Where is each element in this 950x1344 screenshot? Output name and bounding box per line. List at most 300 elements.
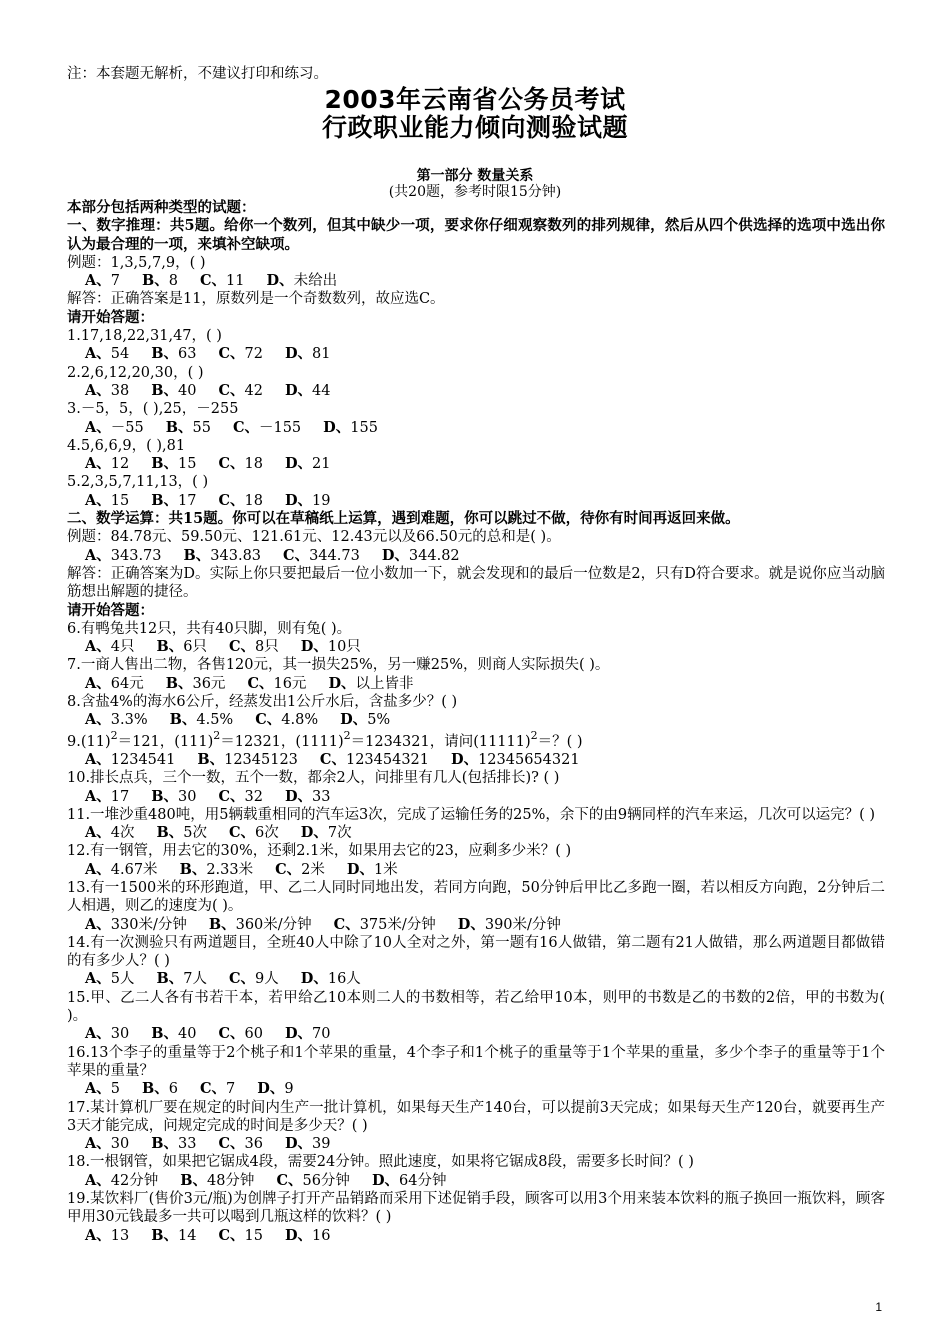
- question-text: 4.5,6,6,9，( ),81: [67, 437, 186, 454]
- option: [285, 345, 331, 363]
- option: [372, 1172, 447, 1190]
- question-options: [67, 861, 885, 879]
- option-letter: B、: [151, 381, 178, 399]
- q9-part: ＝121，(111): [117, 733, 214, 750]
- option: [451, 751, 580, 769]
- option: [229, 970, 279, 988]
- option: [180, 861, 254, 879]
- option-value: 40: [177, 1026, 197, 1043]
- option-letter: B、: [180, 1171, 207, 1189]
- option: [267, 272, 338, 290]
- option: [218, 345, 263, 363]
- option-value: 375米/分钟: [359, 916, 436, 933]
- option-letter: A、: [85, 915, 111, 933]
- note-text: 注：本套题无解析，不建议打印和练习。: [67, 66, 328, 82]
- option: [285, 382, 331, 400]
- option-letter: D、: [284, 787, 313, 805]
- option-letter: C、: [200, 272, 227, 290]
- option-value: 13: [110, 1227, 130, 1244]
- option-value: 4只: [110, 639, 135, 656]
- option-letter: D、: [323, 418, 351, 436]
- option: [151, 1025, 196, 1043]
- option-letter: C、: [229, 970, 256, 988]
- option-value: 8: [168, 273, 178, 290]
- option-letter: A、: [85, 1171, 111, 1189]
- option-value: 10只: [327, 639, 361, 656]
- question-text: 7.一商人售出二物，各售120元，其一损失25%，另一赚25%，则商人实际损失( )。: [67, 657, 610, 674]
- option: [151, 492, 196, 510]
- option-letter: C、: [218, 491, 245, 509]
- option-letter: D、: [300, 970, 328, 988]
- option-letter: C、: [218, 455, 245, 473]
- example1-options: [67, 272, 885, 290]
- section2-description: 二、数学运算：共15题。你可以在草稿纸上运算，遇到难题，你可以跳过不做，待你有时间再返回来做。: [67, 510, 740, 528]
- question-text: 12.有一钢管，用去它的30%，还剩2.1米，如果用去它的23，应剩多少米？( ): [67, 843, 572, 860]
- option: [285, 455, 331, 473]
- option-letter: D、: [284, 345, 313, 363]
- option-letter: A、: [85, 1226, 111, 1244]
- option-letter: A、: [85, 674, 111, 692]
- option-value: 36元: [192, 675, 226, 692]
- option-letter: C、: [247, 674, 274, 692]
- option: [85, 1172, 158, 1190]
- part-subtitle: (共20题，参考时限15分钟): [388, 184, 562, 200]
- option: [85, 1025, 129, 1043]
- option: [285, 1227, 331, 1245]
- option-letter: D、: [266, 272, 294, 290]
- option-letter: C、: [218, 381, 245, 399]
- option-letter: B、: [169, 711, 197, 729]
- option: [340, 711, 390, 729]
- option-value: 3.3%: [110, 712, 148, 729]
- option-value: 40: [177, 382, 197, 399]
- option: [180, 1172, 254, 1190]
- option-letter: A、: [85, 970, 111, 988]
- questions-group-c: [67, 769, 885, 1245]
- option-letter: D、: [328, 674, 356, 692]
- option: [334, 916, 436, 934]
- option: [285, 492, 331, 510]
- option-value: 33: [312, 788, 331, 805]
- option-letter: D、: [284, 491, 313, 509]
- question-9: [67, 728, 885, 751]
- option: [85, 382, 129, 400]
- example1-answer: 解答：正确答案是11，原数列是一个奇数数列，故应选C。: [67, 291, 445, 308]
- option: [157, 824, 208, 842]
- option-letter: C、: [333, 915, 360, 933]
- q9-part: ＝？( ): [537, 733, 583, 750]
- option: [247, 675, 306, 693]
- option-value: －55: [110, 419, 144, 436]
- example2-answer: 解答：正确答案为D。实际上你只要把最后一位小数加一下，就会发现和的最后一位数是2，只有D符合要求。就是说你应当动脑筋想出解题的捷径。: [67, 565, 885, 601]
- option-value: 63: [177, 346, 197, 363]
- option-value: 12345654321: [478, 751, 580, 768]
- option-letter: D、: [284, 1135, 313, 1153]
- option-letter: C、: [218, 1226, 245, 1244]
- option-value: 1米: [373, 861, 398, 878]
- option-value: 12: [110, 456, 130, 473]
- option: [85, 916, 187, 934]
- example2-options: [67, 547, 885, 565]
- option-value: 1234541: [110, 751, 176, 768]
- option-letter: A、: [85, 345, 111, 363]
- option-letter: D、: [284, 381, 313, 399]
- page-number: 1: [875, 1300, 882, 1314]
- option: [218, 1135, 263, 1153]
- option-value: 64分钟: [399, 1172, 447, 1189]
- question-text: 15.甲、乙二人各有书若干本，若甲给乙10本则二人的书数相等，若乙给甲10本，则甲的书数是乙的书数的2倍，甲的书数为( )。: [67, 989, 885, 1025]
- option: [218, 492, 263, 510]
- option-letter: A、: [85, 455, 111, 473]
- option-value: 15: [244, 1227, 263, 1244]
- option-value: 21: [312, 456, 331, 473]
- option-value: 15: [177, 456, 197, 473]
- option-letter: B、: [165, 674, 193, 692]
- option: [85, 824, 135, 842]
- option-letter: B、: [151, 345, 178, 363]
- question-options: [67, 1025, 885, 1043]
- option-value: 6次: [255, 825, 279, 842]
- option: [85, 1135, 129, 1153]
- option: [170, 711, 234, 729]
- option-letter: A、: [85, 787, 111, 805]
- option-value: 11: [226, 273, 245, 290]
- option-value: 48分钟: [206, 1172, 255, 1189]
- title-line-1: 2003年云南省公务员考试: [324, 85, 626, 114]
- question-text: 2.2,6,12,20,30，( ): [67, 364, 204, 381]
- option-value: 70: [312, 1026, 331, 1043]
- option-value: 6只: [183, 639, 207, 656]
- option-letter: C、: [200, 1080, 227, 1098]
- option: [200, 1080, 235, 1098]
- option-letter: B、: [142, 272, 169, 290]
- option: [276, 1172, 350, 1190]
- question-body: [67, 199, 885, 1245]
- question-options: [67, 711, 885, 729]
- question-text: 5.2,3,5,7,11,13，( ): [67, 474, 209, 491]
- option-letter: D、: [300, 824, 328, 842]
- option: [85, 419, 144, 437]
- option-value: 4.5%: [196, 712, 234, 729]
- option: [301, 970, 361, 988]
- option-value: 19: [312, 492, 331, 509]
- option-value: 17: [110, 788, 130, 805]
- option-value: 33: [177, 1136, 197, 1153]
- example2-question: 例题：84.78元、59.50元、121.61元、12.43元以及66.50元的总和是( )。: [67, 529, 561, 546]
- option-value: 2米: [301, 861, 325, 878]
- option: [458, 916, 561, 934]
- option: [218, 788, 263, 806]
- question-text: 17.某计算机厂要在规定的时间内生产一批计算机，如果每天生产140台，可以提前3天完成；如果每天生产120台，就要再生产3天才能完成，问规定完成的时间是多少天？( ): [67, 1099, 885, 1134]
- option-value: 330米/分钟: [110, 916, 187, 933]
- option-letter: C、: [319, 750, 346, 768]
- option: [166, 419, 211, 437]
- q9-part: 9.(11): [67, 733, 111, 750]
- option: [218, 1227, 263, 1245]
- option: [257, 1080, 293, 1098]
- option-value: 343.73: [110, 547, 162, 564]
- option-letter: D、: [381, 546, 409, 564]
- option-value: 55: [192, 419, 211, 436]
- option-value: 未给出: [293, 273, 338, 290]
- question-options: [67, 455, 885, 473]
- option-letter: A、: [85, 546, 111, 564]
- option-value: 64元: [110, 675, 144, 692]
- option-value: 36: [244, 1136, 263, 1153]
- question-options: [67, 970, 885, 988]
- option-value: 5: [110, 1081, 120, 1098]
- option-value: 4.67米: [110, 861, 158, 878]
- option: [285, 1025, 331, 1043]
- option-value: 12345123: [224, 751, 298, 768]
- option: [85, 1080, 120, 1098]
- option-letter: D、: [284, 1025, 313, 1043]
- q9-options: [67, 751, 885, 769]
- option-letter: B、: [165, 418, 193, 436]
- question-options: [67, 638, 885, 656]
- option-letter: B、: [151, 455, 178, 473]
- option: [85, 751, 175, 769]
- option-letter: C、: [229, 638, 256, 656]
- option: [285, 788, 331, 806]
- question-options: [67, 675, 885, 693]
- option-letter: A、: [85, 1080, 111, 1098]
- option-letter: B、: [208, 915, 236, 933]
- option-value: 60: [244, 1026, 263, 1043]
- option-letter: B、: [156, 638, 184, 656]
- option-letter: B、: [151, 491, 178, 509]
- option: [85, 455, 129, 473]
- option-value: 343.83: [210, 547, 262, 564]
- option-letter: A、: [85, 638, 111, 656]
- option-letter: C、: [218, 345, 245, 363]
- question-text: 19.某饮料厂(售价3元/瓶)为创牌子打开产品销路而采用下述促销手段，顾客可以用3个用来装本饮料的瓶子换回一瓶饮料，顾客甲用30元钱最多一共可以喝到几瓶这样的饮料？( ): [67, 1191, 885, 1226]
- option: [157, 970, 208, 988]
- option-value: 30: [110, 1026, 130, 1043]
- option-letter: C、: [229, 824, 256, 842]
- option-value: 5人: [110, 971, 135, 988]
- option: [382, 547, 460, 565]
- option: [142, 1080, 178, 1098]
- option-value: 16元: [273, 675, 307, 692]
- option: [218, 455, 263, 473]
- option-letter: A、: [85, 824, 111, 842]
- option-letter: D、: [257, 1080, 285, 1098]
- option: [85, 1227, 129, 1245]
- option: [255, 711, 318, 729]
- option-letter: C、: [232, 418, 259, 436]
- option-value: 30: [110, 1136, 130, 1153]
- option-value: 7次: [327, 825, 352, 842]
- option: [85, 547, 162, 565]
- option-value: 7: [226, 1081, 236, 1098]
- questions-group-b: [67, 620, 885, 730]
- option: [85, 675, 144, 693]
- option-letter: C、: [218, 1135, 245, 1153]
- option-letter: D、: [284, 1226, 313, 1244]
- option: [347, 861, 398, 879]
- option-letter: C、: [218, 1025, 245, 1043]
- option-letter: A、: [85, 418, 111, 436]
- option: [301, 638, 361, 656]
- option-value: 42: [244, 382, 263, 399]
- questions-group-a: [67, 327, 885, 510]
- option: [218, 1025, 263, 1043]
- option-value: 39: [312, 1136, 331, 1153]
- question-text: 6.有鸭兔共12只，共有40只脚，则有兔( )。: [67, 620, 352, 637]
- option: [85, 788, 129, 806]
- option: [85, 272, 120, 290]
- option-value: 44: [312, 382, 331, 399]
- option-letter: B、: [151, 787, 178, 805]
- question-options: [67, 345, 885, 363]
- question-options: [67, 419, 885, 437]
- option-value: 72: [244, 346, 263, 363]
- option-letter: D、: [371, 1171, 400, 1189]
- q9-exponent: 2: [530, 728, 538, 742]
- option-letter: C、: [283, 546, 310, 564]
- start-prompt-2: 请开始答题：: [67, 601, 154, 619]
- option: [209, 916, 312, 934]
- option-value: 123454321: [345, 751, 429, 768]
- question-options: [67, 492, 885, 510]
- option: [275, 861, 325, 879]
- option-value: 7: [110, 273, 120, 290]
- option-value: 2.33米: [206, 861, 254, 878]
- example1-question: 例题：1,3,5,7,9，( ): [67, 254, 206, 271]
- option-value: 5%: [367, 712, 391, 729]
- question-options: [67, 1135, 885, 1153]
- option: [85, 970, 135, 988]
- option-letter: B、: [151, 1135, 178, 1153]
- option-value: 344.73: [309, 547, 360, 564]
- intro: 本部分包括两种类型的试题：: [67, 199, 256, 216]
- option-letter: C、: [276, 1171, 303, 1189]
- option-value: 4.8%: [281, 712, 319, 729]
- option-letter: A、: [85, 860, 111, 878]
- option: [142, 272, 178, 290]
- option-value: 以上皆非: [355, 675, 414, 692]
- question-options: [67, 382, 885, 400]
- option: [151, 1135, 196, 1153]
- option-letter: B、: [156, 970, 184, 988]
- option-letter: C、: [255, 711, 282, 729]
- option-letter: B、: [183, 546, 211, 564]
- question-text: 18.一根钢管，如果把它锯成4段，需要24分钟。照此速度，如果将它锯成8段，需要多长时间？( ): [67, 1154, 694, 1171]
- question-text: 13.有一1500米的环形跑道，甲、乙二人同时同地出发，若同方向跑，50分钟后甲比乙多跑一圈，若以相反方向跑，2分钟后二人相遇，则乙的速度为( )。: [67, 879, 885, 915]
- option: [151, 345, 196, 363]
- question-text: 8.含盐4%的海水6公斤，经蒸发出1公斤水后，含盐多少？( ): [67, 694, 458, 711]
- option-value: 16人: [327, 971, 361, 988]
- question-text: 10.排长点兵，三个一数，五个一数，都余2人，问排里有几人(包括排长)? ( ): [67, 770, 560, 787]
- q9-part: ＝12321，(1111): [220, 733, 344, 750]
- option-letter: B、: [156, 824, 184, 842]
- option-letter: A、: [85, 711, 111, 729]
- option-letter: A、: [85, 491, 111, 509]
- q9-exponent: 2: [343, 728, 351, 742]
- section1-description: 一、数字推理：共5题。给你一个数列，但其中缺少一项，要求你仔细观察数列的排列规律，然后从四个供选择的选项中选出你认为最合理的一项，来填补空缺项。: [67, 217, 885, 253]
- option-value: 6: [168, 1081, 178, 1098]
- option-letter: A、: [85, 272, 111, 290]
- option-value: 8只: [255, 639, 279, 656]
- question-options: [67, 824, 885, 842]
- option: [151, 455, 196, 473]
- part-title: 第一部分 数量关系: [416, 168, 534, 184]
- option: [85, 345, 129, 363]
- option-letter: B、: [151, 1226, 178, 1244]
- option: [233, 419, 301, 437]
- option-value: 32: [244, 788, 263, 805]
- option-letter: A、: [85, 750, 111, 768]
- title-line-2: 行政职业能力倾向测验试题: [321, 113, 628, 142]
- option: [85, 638, 135, 656]
- option-value: 15: [110, 492, 130, 509]
- option-letter: B、: [179, 860, 207, 878]
- option: [323, 419, 378, 437]
- option: [166, 675, 226, 693]
- option: [229, 824, 279, 842]
- option-value: 54: [110, 346, 130, 363]
- option-value: 390米/分钟: [484, 916, 561, 933]
- option: [85, 861, 158, 879]
- q9-part: ＝1234321，请问(11111): [350, 733, 531, 750]
- question-options: [67, 1080, 885, 1098]
- option: [151, 788, 196, 806]
- option: [151, 1227, 196, 1245]
- option-value: 155: [350, 419, 378, 436]
- option: [200, 272, 245, 290]
- option: [285, 1135, 331, 1153]
- option-value: 9: [284, 1081, 294, 1098]
- option-letter: D、: [451, 750, 479, 768]
- option-letter: C、: [275, 860, 302, 878]
- question-options: [67, 788, 885, 806]
- option-value: 81: [312, 346, 331, 363]
- q9-exponent: 2: [213, 728, 221, 742]
- option: [301, 824, 352, 842]
- option: [85, 492, 129, 510]
- option-letter: D、: [457, 915, 485, 933]
- option-value: 7人: [183, 971, 207, 988]
- question-options: [67, 1227, 885, 1245]
- option: [184, 547, 262, 565]
- start-prompt-1: 请开始答题：: [67, 308, 154, 326]
- option-letter: D、: [284, 455, 313, 473]
- option: [85, 711, 148, 729]
- option: [320, 751, 429, 769]
- option: [218, 382, 263, 400]
- option: [229, 638, 279, 656]
- option: [157, 638, 208, 656]
- option-value: 360米/分钟: [235, 916, 312, 933]
- option-value: 16: [312, 1227, 331, 1244]
- option-value: 14: [177, 1227, 197, 1244]
- option-letter: B、: [151, 1025, 178, 1043]
- question-text: 16.13个李子的重量等于2个桃子和1个苹果的重量，4个李子和1个桃子的重量等于1个苹果的重量，多少个李子的重量等于1个苹果的重量？: [67, 1044, 885, 1079]
- question-text: 11.一堆沙重480吨，用5辆载重相同的汽车运3次，完成了运输任务的25%，余下的由9辆同样的汽车来运，几次可以运完？( ): [67, 806, 876, 823]
- option-letter: A、: [85, 381, 111, 399]
- option-value: 30: [177, 788, 197, 805]
- option-value: 18: [244, 456, 263, 473]
- question-options: [67, 916, 885, 934]
- option-letter: C、: [218, 787, 245, 805]
- option-value: 4次: [110, 825, 135, 842]
- option-value: 38: [110, 382, 130, 399]
- option-value: －155: [258, 419, 302, 436]
- option-value: 42分钟: [110, 1172, 159, 1189]
- option: [283, 547, 360, 565]
- option-value: 17: [177, 492, 197, 509]
